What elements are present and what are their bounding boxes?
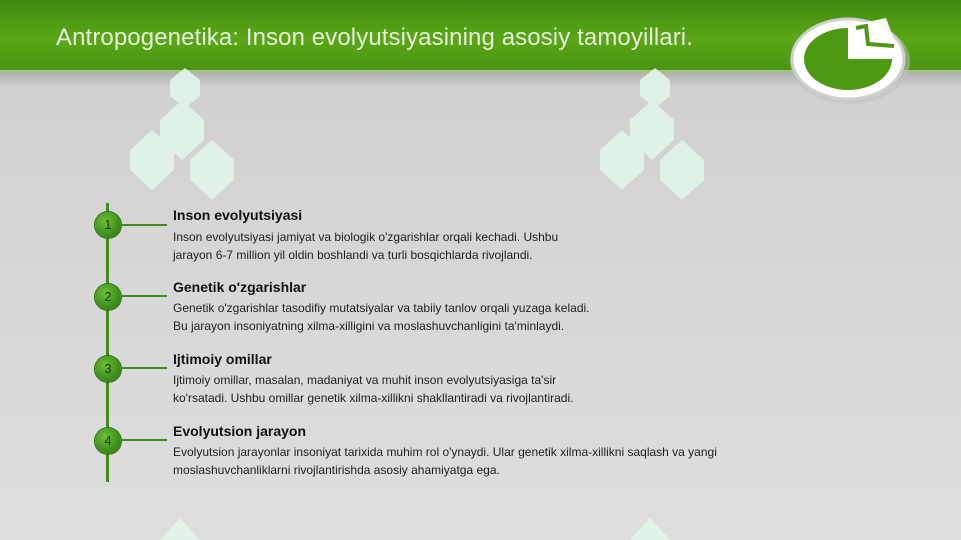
timeline-connector-4 [121,439,167,441]
timeline-item-desc-2-line1: Genetik o'zgarishlar tasodifiy mutatsiyalar va tabiiy tanlov orqali yuzaga keladi. [173,301,590,315]
pie-chart-logo-icon [786,14,914,108]
timeline-item-title-1: Inson evolyutsiyasi [173,207,303,223]
timeline-item-desc-1-line2: jarayon 6-7 million yil oldin boshlandi va turli bosqichlarda rivojlandi. [173,248,533,262]
timeline-item-title-4: Evolyutsion jarayon [173,423,307,439]
timeline-connector-3 [121,367,167,369]
timeline-marker-1: 1 [95,212,121,238]
timeline-connector-1 [121,224,167,226]
timeline-item-desc-3-line2: ko'rsatadi. Ushbu omillar genetik xilma-xillikni shakllantiradi va rivojlantiradi. [173,391,574,405]
timeline-marker-2: 2 [95,284,121,310]
timeline-item-desc-1-line1: Inson evolyutsiyasi jamiyat va biologik o'zgarishlar orqali kechadi. Ushbu [173,230,559,244]
timeline-item-title-2: Genetik o'zgarishlar [173,279,307,295]
timeline-marker-3: 3 [95,356,121,382]
timeline-marker-4: 4 [95,428,121,454]
timeline-item-title-3: Ijtimoiy omillar [173,351,272,367]
timeline-connector-2 [121,295,167,297]
timeline-item-desc-4-line1: Evolyutsion jarayonlar insoniyat tarixida muhim rol o'ynaydi. Ular genetik xilma-xillikni saqlash va yangi [173,445,717,459]
timeline-item-desc-4-line2: moslashuvchanliklarni rivojlantirishda asosiy ahamiyatga ega. [173,463,500,477]
slide-title: Antropogenetika: Inson evolyutsiyasining asosiy tamoyillari. [56,24,693,51]
watermark-shape-bottom-right [630,500,710,540]
watermark-shape-bottom-left [160,500,240,540]
timeline-item-desc-3-line1: Ijtimoiy omillar, masalan, madaniyat va muhit inson evolyutsiyasiga ta'sir [173,373,557,387]
timeline-item-desc-2-line2: Bu jarayon insoniyatning xilma-xilligini va moslashuvchanligini ta'minlaydi. [173,319,565,333]
